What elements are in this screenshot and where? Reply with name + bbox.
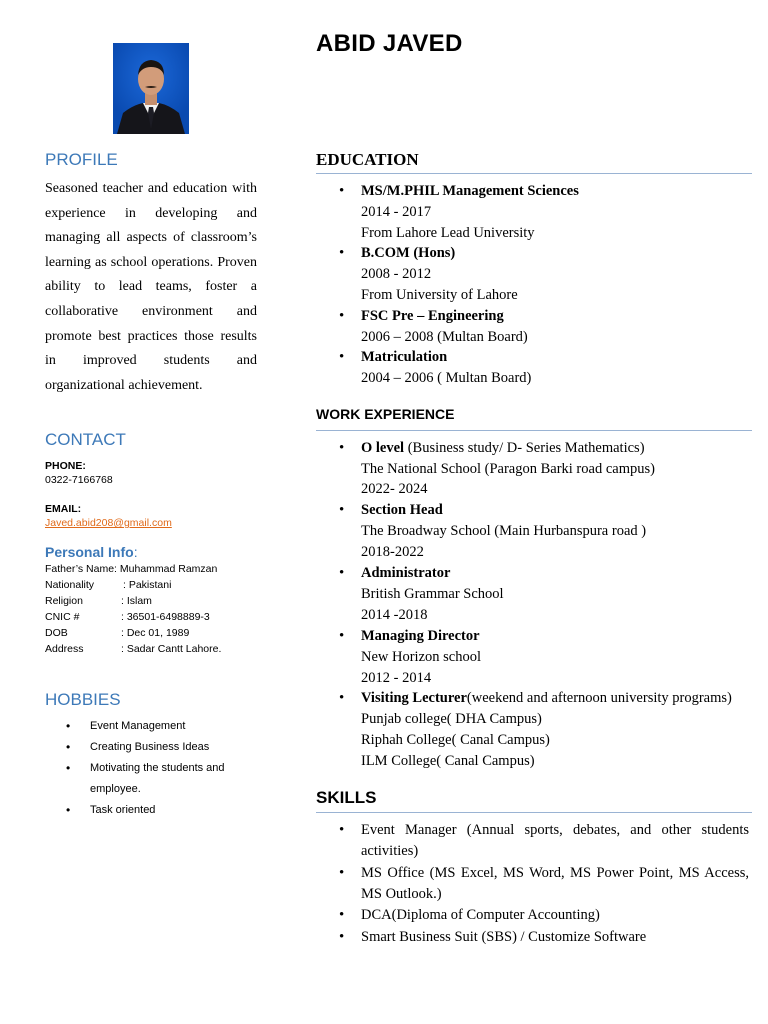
job-detail: 2022- 2024: [361, 481, 428, 498]
job-detail: ILM College( Canal Campus): [361, 752, 535, 769]
personal-info-key: Father’s Name:: [45, 563, 117, 575]
list-item: [339, 626, 759, 688]
work-experience-list: [339, 438, 759, 771]
profile-photo: [113, 43, 189, 134]
personal-info-heading-colon: :: [133, 544, 138, 560]
list-item: • Creating Business Ideas: [66, 737, 266, 758]
job-detail: British Grammar School: [361, 585, 504, 602]
job-title-suffix: (weekend and afternoon university programs): [466, 690, 732, 707]
personal-info-heading-text: Personal Info: [45, 544, 134, 560]
job-detail: The Broadway School (Main Hurbanspura road ): [361, 522, 647, 539]
personal-info-row: [45, 611, 210, 623]
job-detail: The National School (Paragon Barki road campus): [361, 460, 655, 477]
job-detail: Riphah College( Canal Campus): [361, 731, 550, 748]
education-title: • MS/M.PHIL Management Sciences: [361, 183, 579, 199]
list-item: [339, 306, 759, 348]
education-heading: EDUCATION: [316, 150, 419, 169]
list-item: • Task oriented: [66, 800, 266, 821]
resume-name: ABID JAVED: [316, 30, 463, 57]
list-item: [339, 563, 759, 625]
personal-info-value: : Dec 01, 1989: [121, 627, 190, 639]
education-detail: 2014 - 2017: [361, 203, 432, 220]
job-title: O level: [361, 440, 405, 456]
education-title: • Matriculation: [361, 349, 448, 366]
work-experience-heading: WORK EXPERIENCE: [316, 406, 455, 422]
hobbies-list: [66, 716, 266, 821]
personal-info-row: [45, 579, 171, 591]
personal-info-row: [45, 627, 189, 639]
email-link[interactable]: Javed.abid208@gmail.com: [45, 517, 172, 529]
personal-info-key: Address: [45, 643, 84, 655]
job-title: • Managing Director: [361, 628, 480, 645]
personal-info-heading: [45, 544, 138, 560]
personal-info-value: Muhammad Ramzan: [119, 563, 218, 575]
personal-info-value: : Islam: [121, 595, 152, 607]
job-title: Visiting Lecturer: [361, 690, 467, 707]
list-item: [339, 688, 759, 771]
section-divider: [316, 430, 752, 431]
email-label: EMAIL:: [45, 503, 82, 515]
job-title-suffix: (Business study/ D- Series Mathematics): [404, 440, 645, 456]
personal-info-value: : 36501-6498889-3: [121, 611, 210, 623]
personal-info-key: Religion: [45, 595, 83, 607]
job-title: • Administrator: [361, 565, 451, 582]
list-item: • Motivating the students and employee.: [66, 758, 266, 800]
personal-info-row: [45, 643, 221, 655]
personal-info-row: [45, 595, 152, 607]
list-item: [339, 243, 759, 305]
list-item: • Event Management: [66, 716, 266, 737]
personal-info-value: : Pakistani: [123, 579, 172, 591]
personal-info-key: DOB: [45, 627, 68, 639]
education-detail: From Lahore Lead University: [361, 224, 535, 241]
education-title: • FSC Pre – Engineering: [361, 307, 504, 324]
education-detail: From University of Lahore: [361, 286, 518, 303]
list-item: [339, 438, 759, 500]
education-list: [339, 181, 759, 389]
education-detail: 2004 – 2006 ( Multan Board): [361, 370, 532, 387]
personal-info-row: [45, 563, 217, 575]
job-detail: 2014 -2018: [361, 606, 428, 623]
list-item: [339, 500, 759, 562]
job-detail: New Horizon school: [361, 649, 482, 666]
personal-info-key: CNIC #: [45, 611, 80, 623]
job-detail: 2012 - 2014: [361, 669, 432, 686]
personal-info-value: : Sadar Cantt Lahore.: [121, 643, 222, 655]
list-item: • Smart Business Suit (SBS) / Customize Software: [339, 927, 749, 948]
job-title: • Section Head: [361, 502, 443, 519]
profile-text: Seasoned teacher and education with experience in developing and managing all aspects of classroom’s learning as school operations. Proven ability to lead teams, foster a collaborative environment and promote best practices those results in improved students and organizational achievement.: [45, 181, 257, 393]
list-item: [339, 347, 759, 389]
profile-heading: PROFILE: [45, 150, 118, 169]
list-item: [339, 181, 759, 243]
section-divider: [316, 812, 752, 813]
list-item: • Event Manager (Annual sports, debates, and other students activities): [339, 820, 749, 862]
list-item: • DCA(Diploma of Computer Accounting): [339, 905, 749, 926]
skills-heading: SKILLS: [316, 788, 377, 807]
phone-value: 0322-7166768: [45, 474, 113, 486]
job-detail: Punjab college( DHA Campus): [361, 711, 542, 728]
section-divider: [316, 173, 752, 174]
education-detail: 2008 - 2012: [361, 266, 432, 283]
skills-list: [339, 820, 749, 948]
phone-label: PHONE:: [45, 460, 86, 472]
personal-info-key: Nationality: [45, 579, 95, 591]
list-item: • MS Office (MS Excel, MS Word, MS Power Point, MS Access, MS Outlook.): [339, 863, 749, 905]
job-detail: 2018-2022: [361, 543, 424, 560]
education-detail: 2006 – 2008 (Multan Board): [361, 328, 528, 345]
education-title: • B.COM (Hons): [361, 245, 456, 262]
contact-heading: CONTACT: [45, 430, 126, 449]
hobbies-heading: HOBBIES: [45, 690, 121, 709]
